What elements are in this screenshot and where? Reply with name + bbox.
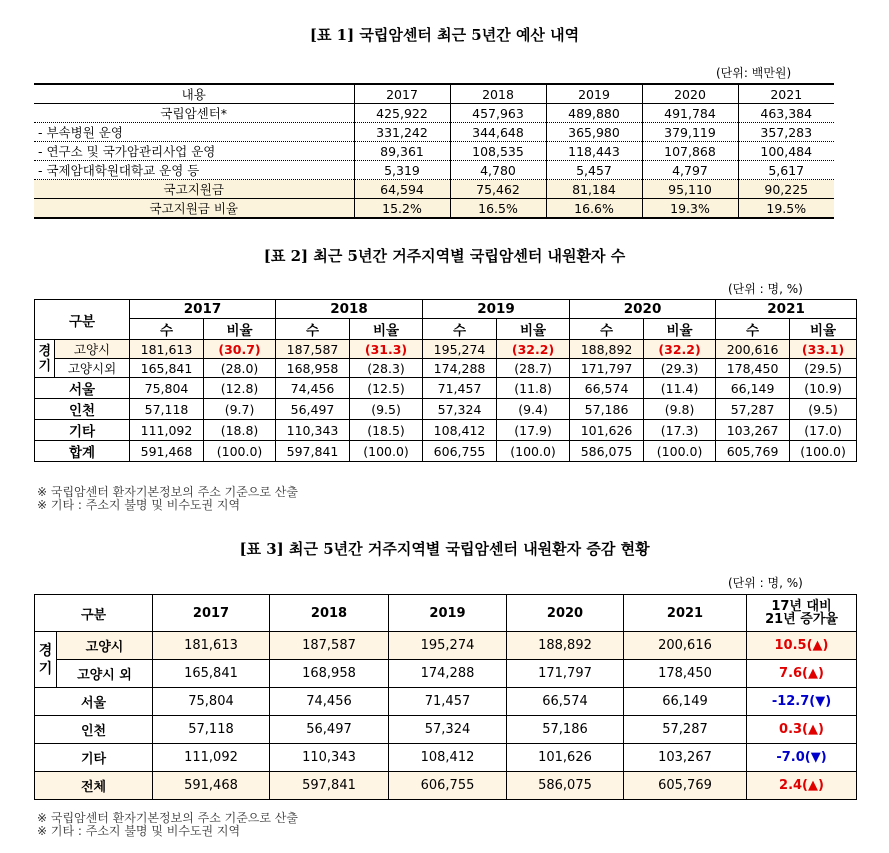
year-header: 2018 bbox=[270, 595, 389, 632]
table1-title: [표 1] 국립암센터 최근 5년간 예산 내역 bbox=[309, 26, 580, 44]
table-row bbox=[34, 104, 834, 123]
table-cell: (100.0) bbox=[204, 441, 276, 462]
row-label: 인천 bbox=[35, 716, 153, 744]
table-row bbox=[35, 744, 857, 772]
table-cell: 57,186 bbox=[570, 399, 644, 420]
ratio-header: 비율 bbox=[644, 319, 716, 340]
table-cell: (18.8) bbox=[204, 420, 276, 441]
year-header: 2019 bbox=[423, 300, 570, 319]
year-header: 2018 bbox=[276, 300, 423, 319]
table-cell: 178,450 bbox=[716, 359, 790, 378]
table-cell: 174,288 bbox=[389, 660, 507, 688]
ratio-header: 비율 bbox=[204, 319, 276, 340]
corner-header: 구분 bbox=[35, 300, 130, 340]
table-cell: 19.5% bbox=[738, 199, 834, 219]
table2-unit: (단위 : 명, %) bbox=[728, 282, 803, 296]
table-cell: 103,267 bbox=[716, 420, 790, 441]
table-cell: (17.0) bbox=[790, 420, 857, 441]
group-label: 경기 bbox=[35, 632, 57, 688]
table2-notes bbox=[37, 486, 298, 512]
table-cell: 71,457 bbox=[389, 688, 507, 716]
table-cell: 57,118 bbox=[153, 716, 270, 744]
table-cell: 16.6% bbox=[546, 199, 642, 219]
table-row bbox=[34, 123, 834, 142]
table-cell: (17.3) bbox=[644, 420, 716, 441]
table-cell: 66,149 bbox=[716, 378, 790, 399]
table-cell: (10.9) bbox=[790, 378, 857, 399]
table-header-row bbox=[34, 84, 834, 104]
table-cell: 597,841 bbox=[270, 772, 389, 800]
group-label: 경기 bbox=[35, 340, 55, 378]
growth-rate-cell: -7.0(▼) bbox=[747, 744, 857, 772]
table-cell: 165,841 bbox=[130, 359, 204, 378]
table-row bbox=[35, 420, 857, 441]
growth-rate-header-line1: 17년 대비 bbox=[771, 599, 832, 614]
table-cell: (9.8) bbox=[644, 399, 716, 420]
table-row bbox=[35, 660, 857, 688]
table-row bbox=[34, 161, 834, 180]
table-cell: 591,468 bbox=[130, 441, 204, 462]
table1-unit: (단위: 백만원) bbox=[716, 66, 792, 80]
table-cell: 463,384 bbox=[738, 104, 834, 123]
ratio-header: 비율 bbox=[790, 319, 857, 340]
table-cell: 74,456 bbox=[270, 688, 389, 716]
table-cell: (11.8) bbox=[497, 378, 570, 399]
table-cell: 110,343 bbox=[270, 744, 389, 772]
table-cell: 56,497 bbox=[270, 716, 389, 744]
growth-rate-cell: -12.7(▼) bbox=[747, 688, 857, 716]
growth-rate-cell: 10.5(▲) bbox=[747, 632, 857, 660]
note-line: ※ 국립암센터 환자기본정보의 주소 기준으로 산출 bbox=[37, 485, 298, 499]
ratio-header: 비율 bbox=[497, 319, 570, 340]
row-label: 고양시 외 bbox=[57, 660, 153, 688]
table-cell: 71,457 bbox=[423, 378, 497, 399]
table-cell: (29.3) bbox=[644, 359, 716, 378]
table-cell: 171,797 bbox=[507, 660, 624, 688]
table3-unit: (단위 : 명, %) bbox=[728, 576, 803, 590]
table-cell: (9.5) bbox=[790, 399, 857, 420]
table-row bbox=[34, 180, 834, 199]
table-cell: 74,456 bbox=[276, 378, 350, 399]
count-header: 수 bbox=[716, 319, 790, 340]
row-label: 고양시 bbox=[55, 340, 130, 359]
row-label: 합계 bbox=[35, 441, 130, 462]
growth-rate-cell: 0.3(▲) bbox=[747, 716, 857, 744]
table-cell: (9.5) bbox=[350, 399, 423, 420]
table-cell: 57,287 bbox=[624, 716, 747, 744]
table-cell: 57,118 bbox=[130, 399, 204, 420]
table-cell: (100.0) bbox=[497, 441, 570, 462]
table-cell: (32.2) bbox=[497, 340, 570, 359]
table-cell: 165,841 bbox=[153, 660, 270, 688]
header-cell: 2021 bbox=[738, 84, 834, 104]
table-cell: 64,594 bbox=[354, 180, 450, 199]
table-cell: 75,804 bbox=[153, 688, 270, 716]
row-label: 고양시 bbox=[57, 632, 153, 660]
table-cell: 365,980 bbox=[546, 123, 642, 142]
table-cell: 425,922 bbox=[354, 104, 450, 123]
header-cell: 2017 bbox=[354, 84, 450, 104]
table-cell: 457,963 bbox=[450, 104, 546, 123]
table-cell: 489,880 bbox=[546, 104, 642, 123]
table-cell: 111,092 bbox=[130, 420, 204, 441]
table-cell: (9.4) bbox=[497, 399, 570, 420]
patients-by-region-table bbox=[34, 299, 857, 462]
year-header: 2020 bbox=[507, 595, 624, 632]
table-cell: 108,412 bbox=[423, 420, 497, 441]
table-row bbox=[35, 716, 857, 744]
table-row bbox=[35, 441, 857, 462]
table-cell: 111,092 bbox=[153, 744, 270, 772]
table-row bbox=[35, 772, 857, 800]
table-cell: 66,149 bbox=[624, 688, 747, 716]
table-cell: 178,450 bbox=[624, 660, 747, 688]
table-cell: 200,616 bbox=[716, 340, 790, 359]
table-cell: 5,457 bbox=[546, 161, 642, 180]
row-label: 국고지원금 비율 bbox=[34, 199, 354, 219]
table-cell: 605,769 bbox=[716, 441, 790, 462]
table-cell: 591,468 bbox=[153, 772, 270, 800]
corner-header: 구분 bbox=[35, 595, 153, 632]
table-header-row bbox=[35, 300, 857, 319]
table-cell: 118,443 bbox=[546, 142, 642, 161]
table-cell: 75,804 bbox=[130, 378, 204, 399]
table-cell: 108,412 bbox=[389, 744, 507, 772]
year-header: 2017 bbox=[153, 595, 270, 632]
table-cell: (11.4) bbox=[644, 378, 716, 399]
table-cell: 491,784 bbox=[642, 104, 738, 123]
row-label: 전체 bbox=[35, 772, 153, 800]
growth-rate-header bbox=[747, 595, 857, 632]
table-cell: 5,319 bbox=[354, 161, 450, 180]
table-cell: 57,186 bbox=[507, 716, 624, 744]
row-label: - 국제암대학원대학교 운영 등 bbox=[34, 161, 354, 180]
table-cell: 108,535 bbox=[450, 142, 546, 161]
table-header-row bbox=[35, 595, 857, 632]
table-cell: 187,587 bbox=[270, 632, 389, 660]
table-cell: (12.5) bbox=[350, 378, 423, 399]
table-cell: 181,613 bbox=[130, 340, 204, 359]
table-cell: 586,075 bbox=[570, 441, 644, 462]
table-cell: 66,574 bbox=[570, 378, 644, 399]
header-cell: 2018 bbox=[450, 84, 546, 104]
table-cell: 89,361 bbox=[354, 142, 450, 161]
table-cell: 174,288 bbox=[423, 359, 497, 378]
table-cell: (29.5) bbox=[790, 359, 857, 378]
table-cell: 195,274 bbox=[423, 340, 497, 359]
table-row bbox=[34, 142, 834, 161]
table-row bbox=[35, 632, 857, 660]
year-header: 2017 bbox=[130, 300, 276, 319]
table-cell: 606,755 bbox=[423, 441, 497, 462]
row-label: 고양시외 bbox=[55, 359, 130, 378]
year-header: 2019 bbox=[389, 595, 507, 632]
table-cell: 200,616 bbox=[624, 632, 747, 660]
ratio-header: 비율 bbox=[350, 319, 423, 340]
row-label: 서울 bbox=[35, 688, 153, 716]
table-cell: 168,958 bbox=[276, 359, 350, 378]
table-cell: 181,613 bbox=[153, 632, 270, 660]
table-cell: 66,574 bbox=[507, 688, 624, 716]
count-header: 수 bbox=[130, 319, 204, 340]
row-label: 국고지원금 bbox=[34, 180, 354, 199]
table-cell: (33.1) bbox=[790, 340, 857, 359]
table-cell: (100.0) bbox=[350, 441, 423, 462]
table-cell: (32.2) bbox=[644, 340, 716, 359]
table-cell: 101,626 bbox=[570, 420, 644, 441]
table-cell: (28.0) bbox=[204, 359, 276, 378]
table-cell: (30.7) bbox=[204, 340, 276, 359]
growth-rate-cell: 2.4(▲) bbox=[747, 772, 857, 800]
table-cell: 195,274 bbox=[389, 632, 507, 660]
row-label: - 부속병원 운영 bbox=[34, 123, 354, 142]
table-cell: 357,283 bbox=[738, 123, 834, 142]
table-cell: 107,868 bbox=[642, 142, 738, 161]
table-cell: (9.7) bbox=[204, 399, 276, 420]
table-cell: 379,119 bbox=[642, 123, 738, 142]
table-cell: (100.0) bbox=[644, 441, 716, 462]
note-line: ※ 기타 : 주소지 불명 및 비수도권 지역 bbox=[37, 824, 241, 838]
table-cell: (18.5) bbox=[350, 420, 423, 441]
table-cell: 95,110 bbox=[642, 180, 738, 199]
table-cell: 75,462 bbox=[450, 180, 546, 199]
table-cell: 188,892 bbox=[570, 340, 644, 359]
budget-table bbox=[34, 83, 834, 219]
table-cell: 4,780 bbox=[450, 161, 546, 180]
table-cell: 56,497 bbox=[276, 399, 350, 420]
table-cell: 597,841 bbox=[276, 441, 350, 462]
row-label: 기타 bbox=[35, 744, 153, 772]
note-line: ※ 국립암센터 환자기본정보의 주소 기준으로 산출 bbox=[37, 811, 298, 825]
header-cell: 내용 bbox=[34, 84, 354, 104]
table-cell: (12.8) bbox=[204, 378, 276, 399]
table-cell: 188,892 bbox=[507, 632, 624, 660]
year-header: 2020 bbox=[570, 300, 716, 319]
row-label: 서울 bbox=[35, 378, 130, 399]
table-row bbox=[35, 359, 857, 378]
table3-notes bbox=[37, 812, 298, 838]
table-cell: 171,797 bbox=[570, 359, 644, 378]
note-line: ※ 기타 : 주소지 불명 및 비수도권 지역 bbox=[37, 498, 241, 512]
growth-rate-cell: 7.6(▲) bbox=[747, 660, 857, 688]
table-row bbox=[35, 399, 857, 420]
table-cell: 90,225 bbox=[738, 180, 834, 199]
year-header: 2021 bbox=[624, 595, 747, 632]
table-cell: (100.0) bbox=[790, 441, 857, 462]
table-cell: 101,626 bbox=[507, 744, 624, 772]
table-cell: 586,075 bbox=[507, 772, 624, 800]
count-header: 수 bbox=[570, 319, 644, 340]
count-header: 수 bbox=[423, 319, 497, 340]
table-cell: 4,797 bbox=[642, 161, 738, 180]
table-cell: 606,755 bbox=[389, 772, 507, 800]
table-cell: 15.2% bbox=[354, 199, 450, 219]
table-cell: 100,484 bbox=[738, 142, 834, 161]
year-header: 2021 bbox=[716, 300, 857, 319]
table3-title: [표 3] 최근 5년간 거주지역별 국립암센터 내원환자 증감 현황 bbox=[239, 540, 650, 558]
table-cell: 19.3% bbox=[642, 199, 738, 219]
table-cell: 5,617 bbox=[738, 161, 834, 180]
table-row bbox=[35, 378, 857, 399]
table-cell: 16.5% bbox=[450, 199, 546, 219]
table-cell: 344,648 bbox=[450, 123, 546, 142]
table-cell: 103,267 bbox=[624, 744, 747, 772]
table-cell: 187,587 bbox=[276, 340, 350, 359]
table-cell: (28.3) bbox=[350, 359, 423, 378]
table-row bbox=[34, 199, 834, 219]
table2-title: [표 2] 최근 5년간 거주지역별 국립암센터 내원환자 수 bbox=[263, 247, 626, 265]
table-cell: 57,324 bbox=[389, 716, 507, 744]
row-label: - 연구소 및 국가암관리사업 운영 bbox=[34, 142, 354, 161]
table-cell: (17.9) bbox=[497, 420, 570, 441]
table-cell: 168,958 bbox=[270, 660, 389, 688]
table-row bbox=[35, 340, 857, 359]
table-cell: 110,343 bbox=[276, 420, 350, 441]
row-label: 국립암센터* bbox=[34, 104, 354, 123]
table-cell: (31.3) bbox=[350, 340, 423, 359]
header-cell: 2019 bbox=[546, 84, 642, 104]
table-cell: (28.7) bbox=[497, 359, 570, 378]
growth-rate-header-line2: 21년 증가율 bbox=[765, 612, 838, 627]
header-cell: 2020 bbox=[642, 84, 738, 104]
table-cell: 605,769 bbox=[624, 772, 747, 800]
table-cell: 57,324 bbox=[423, 399, 497, 420]
table-cell: 81,184 bbox=[546, 180, 642, 199]
table-cell: 331,242 bbox=[354, 123, 450, 142]
table-cell: 57,287 bbox=[716, 399, 790, 420]
row-label: 인천 bbox=[35, 399, 130, 420]
count-header: 수 bbox=[276, 319, 350, 340]
table-row bbox=[35, 688, 857, 716]
patients-change-table bbox=[34, 594, 857, 800]
row-label: 기타 bbox=[35, 420, 130, 441]
table-subheader-row bbox=[35, 319, 857, 340]
